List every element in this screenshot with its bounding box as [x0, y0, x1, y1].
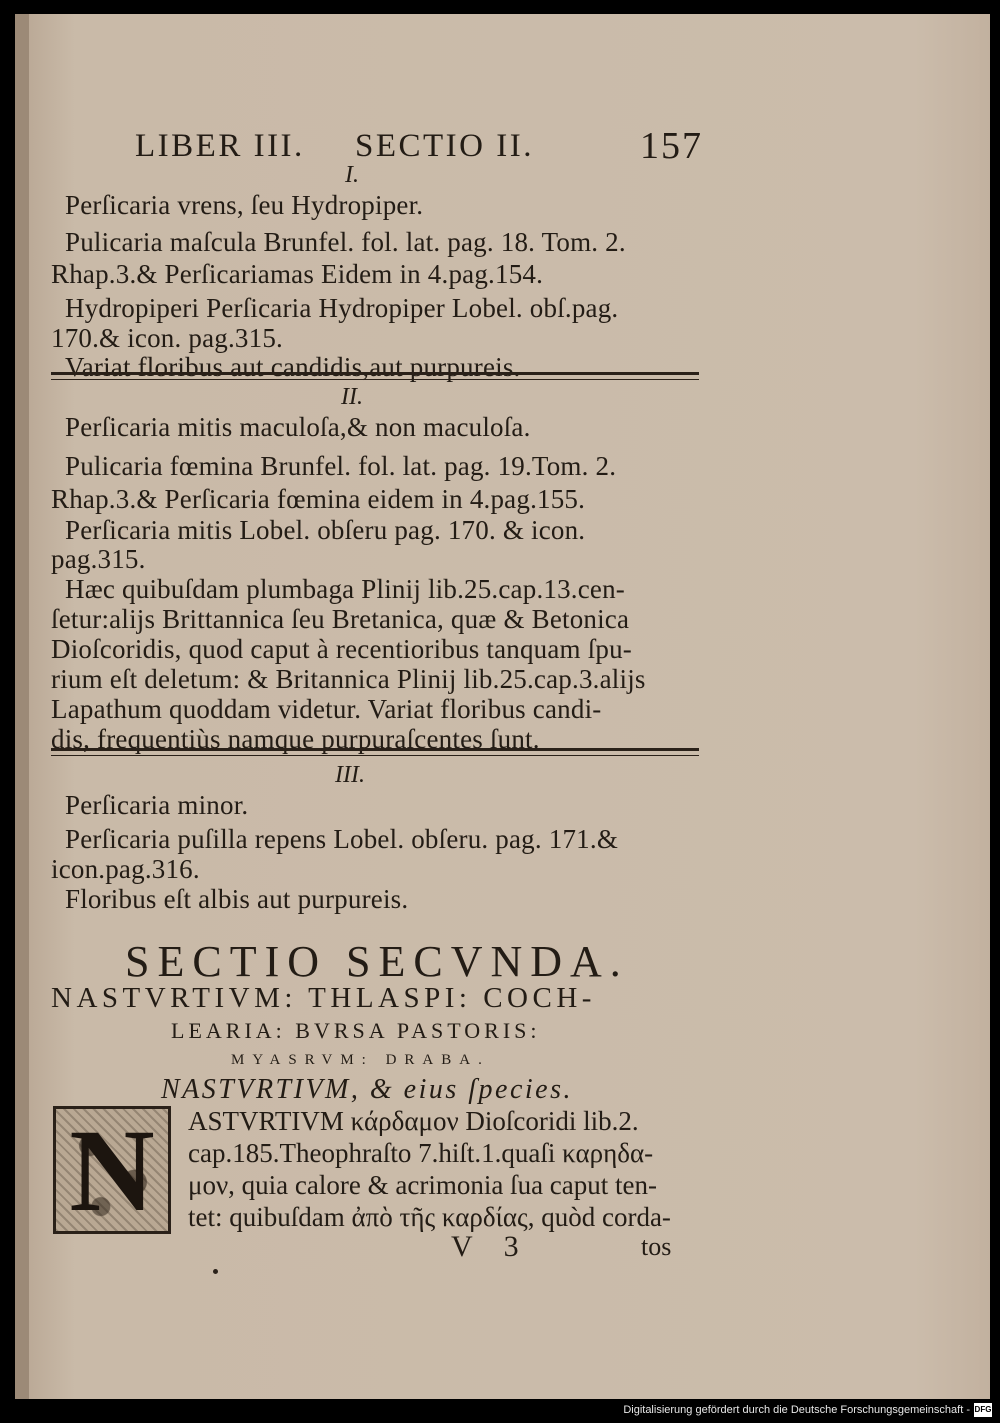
dfg-logo: DFG: [974, 1403, 992, 1417]
text-line: tet: quibuſdam ἀπὸ τῆς καρδίας, quòd corda-: [188, 1202, 671, 1232]
text-line: μον, quia calore & acrimonia ſua caput ten-: [188, 1170, 657, 1200]
text-line: 170.& icon. pag.315.: [51, 323, 283, 353]
running-head-liber: LIBER III.: [135, 128, 305, 164]
section-numeral-iii: III.: [335, 762, 365, 788]
text-line: Hæc quibuſdam plumbaga Plinij lib.25.cap.13.cen-: [65, 574, 626, 604]
text-line: icon.pag.316.: [51, 854, 200, 884]
text-line: dis, frequentiùs namque purpuraſcentes ſunt.: [51, 724, 540, 754]
text-line: ASTVRTIVM κάρδαμον Dioſcoridi lib.2.: [188, 1106, 639, 1136]
section-rule: [51, 748, 699, 756]
page-number: 157: [640, 125, 703, 167]
text-line: Rhap.3.& Perſicariamas Eidem in 4.pag.154.: [51, 259, 544, 289]
catchword: tos: [641, 1232, 672, 1261]
text-line: Perſicaria mitis Lobel. obſeru pag. 170. & icon.: [65, 515, 586, 545]
text-line: cap.185.Theophraſto 7.hiſt.1.quaſi καρηδα-: [188, 1138, 654, 1168]
text-line: Lapathum quoddam videtur. Variat floribus candi-: [51, 694, 602, 724]
chapter-heading: NASTVRTIVM, & eius ſpecies.: [161, 1074, 574, 1105]
text-line: Variat floribus aut candidis,aut purpureis.: [65, 352, 521, 382]
section-rule: [51, 372, 699, 380]
text-line: Floribus eſt albis aut purpureis.: [65, 884, 409, 914]
section-numeral-i: I.: [345, 162, 359, 188]
section-title: SECTIO SECVNDA.: [125, 937, 629, 986]
section-subtitle: NASTVRTIVM: THLASPI: COCH-: [51, 982, 596, 1014]
text-line: Perſicaria puſilla repens Lobel. obſeru. pag. 171.&: [65, 824, 619, 854]
text-line: Perſicaria minor.: [65, 790, 249, 820]
ink-speck: [213, 1269, 218, 1274]
section-subtitle: MYASRVM: DRABA.: [231, 1052, 490, 1068]
signature-mark: V 3: [451, 1230, 531, 1263]
digitization-credit: Digitalisierung gefördert durch die Deutsche Forschungsgemeinschaft -: [623, 1404, 970, 1416]
decorated-initial: [53, 1106, 171, 1234]
text-line: Perſicaria mitis maculoſa,& non maculoſa.: [65, 412, 531, 442]
initial-letter: N: [69, 1105, 155, 1236]
text-line: pag.315.: [51, 544, 146, 574]
section-numeral-ii: II.: [341, 384, 363, 410]
text-line: rium eſt deletum: & Britannica Plinij lib.25.cap.3.alijs: [51, 664, 646, 694]
text-line: Pulicaria fœmina Brunfel. fol. lat. pag. 19.Tom. 2.: [65, 451, 617, 481]
text-line: Dioſcoridis, quod caput à recentioribus tanquam ſpu-: [51, 634, 632, 664]
text-line: Rhap.3.& Perſicaria fœmina eidem in 4.pag.155.: [51, 484, 586, 514]
page-edge: [15, 14, 29, 1399]
section-subtitle: LEARIA: BVRSA PASTORIS:: [171, 1018, 541, 1043]
text-line: ſetur:alijs Brittannica ſeu Bretanica, quæ & Betonica: [51, 604, 630, 634]
book-page: [15, 14, 990, 1399]
text-line: Hydropiperi Perſicaria Hydropiper Lobel. obſ.pag.: [65, 293, 619, 323]
text-line: Perſicaria vrens, ſeu Hydropiper.: [65, 190, 424, 220]
text-line: Pulicaria maſcula Brunfel. fol. lat. pag. 18. Tom. 2.: [65, 227, 626, 257]
running-head-sectio: SECTIO II.: [355, 128, 534, 164]
